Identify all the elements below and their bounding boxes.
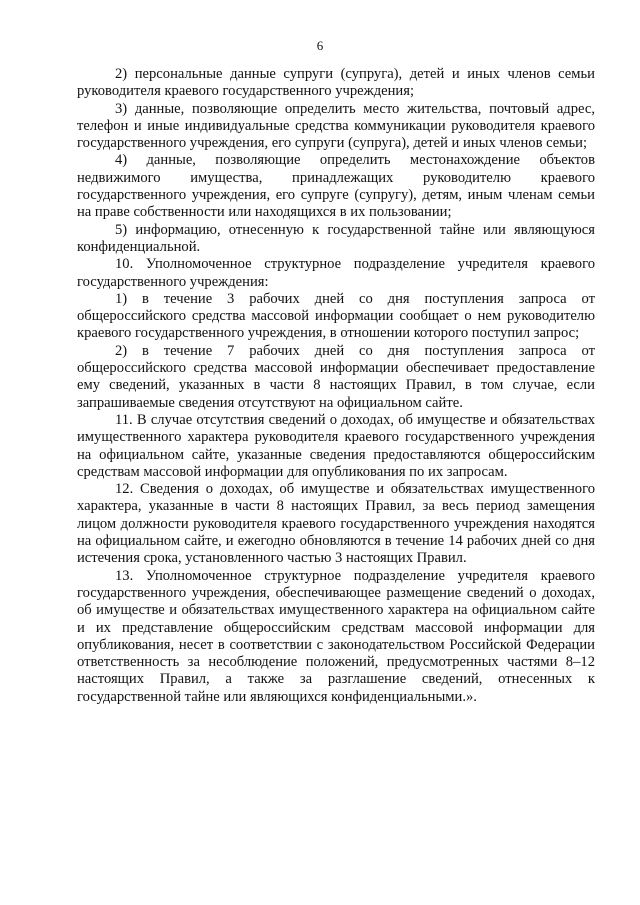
- paragraph-item-3-contact-data: 3) данные, позволяющие определить место жительства, почтовый адрес, телефон и иные индивидуальные средства коммуникации руководителя краевого государственного учреждения, его супруги (супруга), детей и иных членов семьи;: [77, 100, 595, 152]
- paragraph-item-2-personal-data: 2) персональные данные супруги (супруга), детей и иных членов семьи руководителя краевого государственного учреждения;: [77, 66, 595, 100]
- paragraph-section-12: 12. Сведения о доходах, об имуществе и обязательствах имущественного характера, указанные в части 8 настоящих Правил, за весь период замещения лицом должности руководителя краевого государственного учреждения находятся на официальном сайте, и ежегодно обновляются в течение 14 рабочих дней со дня истечения срока, установленного частью 3 настоящих Правил.: [77, 481, 595, 567]
- paragraph-item-4-property-location: 4) данные, позволяющие определить местонахождение объектов недвижимого имущества, принадлежащих руководителю краевого государственного учреждения, его супруге (супругу), детям, иным членам семьи на праве собственности или находящихся в их пользовании;: [77, 152, 595, 221]
- paragraph-section-13: 13. Уполномоченное структурное подразделение учредителя краевого государственного учреждения, обеспечивающее размещение сведений о доходах, об имуществе и обязательствах имущественного характера на официальном сайте и их представление общероссийским средствам массовой информации для опубликования, несет в соответствии с законодательством Российской Федерации ответственность за несоблюдение положений, предусмотренных частями 8–12 настоящих Правил, а также за разглашение сведений, отнесенных к государственной тайне или являющихся конфиденциальными.».: [77, 567, 595, 705]
- paragraph-section-11: 11. В случае отсутствия сведений о доходах, об имуществе и обязательствах имущественного характера руководителя краевого государственного учреждения на официальном сайте, указанные сведения предоставляются общероссийским средствам массовой информации для опубликования по их запросам.: [77, 411, 595, 480]
- paragraph-section-10-item-1: 1) в течение 3 рабочих дней со дня поступления запроса от общероссийского средства массовой информации сообщает о нем руководителю краевого государственного учреждения, в отношении которого поступил запрос;: [77, 290, 595, 342]
- paragraph-item-5-state-secret: 5) информацию, отнесенную к государственной тайне или являющуюся конфиденциальной.: [77, 221, 595, 255]
- document-body: [77, 66, 595, 706]
- page-number: 6: [316, 38, 324, 53]
- paragraph-section-10-item-2: 2) в течение 7 рабочих дней со дня поступления запроса от общероссийского средства массовой информации обеспечивает предоставление ему сведений, указанных в части 8 настоящих Правил, в том случае, если запрашиваемые сведения отсутствуют на официальном сайте.: [77, 342, 595, 411]
- paragraph-section-10: 10. Уполномоченное структурное подразделение учредителя краевого государственного учреждения:: [77, 256, 595, 290]
